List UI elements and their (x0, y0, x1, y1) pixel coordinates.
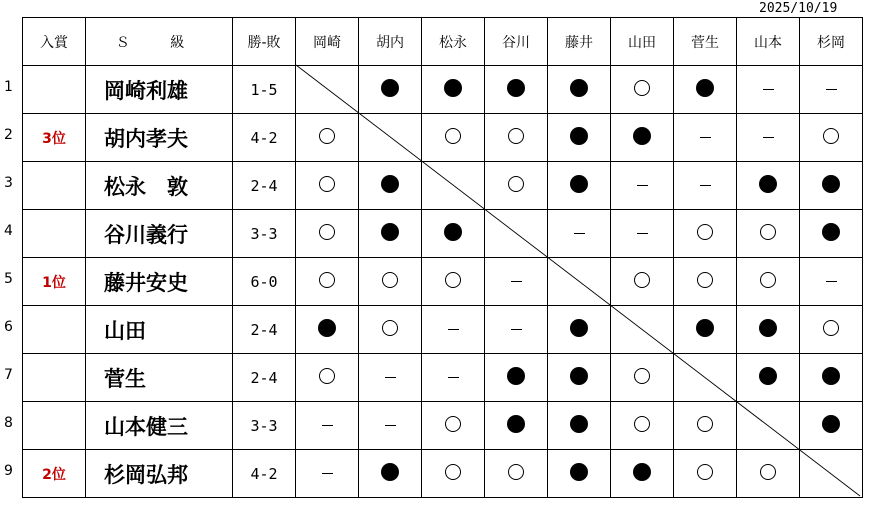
result-cell (548, 306, 611, 354)
result-cell (674, 306, 737, 354)
record-cell: 2-4 (233, 354, 296, 402)
win-circle-icon (445, 464, 461, 480)
loss-dot-icon (570, 367, 588, 385)
header-opponent: 松永 (422, 18, 485, 66)
result-cell (737, 258, 800, 306)
row-number: 4 (4, 223, 13, 239)
player-name: 杉岡弘邦 (86, 450, 233, 498)
row-number: 8 (4, 415, 13, 431)
result-cell (800, 66, 863, 114)
win-circle-icon (445, 416, 461, 432)
win-circle-icon (319, 176, 335, 192)
result-cell (737, 354, 800, 402)
result-cell (422, 354, 485, 402)
loss-dot-icon (759, 319, 777, 337)
rank-cell (23, 306, 86, 354)
result-cell (422, 114, 485, 162)
result-cell (611, 66, 674, 114)
result-cell (548, 66, 611, 114)
result-cell (611, 210, 674, 258)
no-match-dash-icon (637, 233, 648, 234)
player-name: 谷川義行 (86, 210, 233, 258)
win-circle-icon (760, 272, 776, 288)
header-opponent: 藤井 (548, 18, 611, 66)
no-match-dash-icon (637, 185, 648, 186)
no-match-dash-icon (385, 377, 396, 378)
loss-dot-icon (822, 175, 840, 193)
player-name: 菅生 (86, 354, 233, 402)
win-circle-icon (445, 128, 461, 144)
result-cell (422, 402, 485, 450)
no-match-dash-icon (574, 233, 585, 234)
result-cell (800, 306, 863, 354)
loss-dot-icon (822, 415, 840, 433)
result-cell (674, 450, 737, 498)
rank-cell: 2位 (23, 450, 86, 498)
result-cell (611, 354, 674, 402)
result-cell (611, 402, 674, 450)
result-cell (485, 162, 548, 210)
loss-dot-icon (381, 175, 399, 193)
result-cell (422, 210, 485, 258)
result-cell (737, 450, 800, 498)
result-cell (674, 66, 737, 114)
no-match-dash-icon (511, 329, 522, 330)
player-name: 藤井安史 (86, 258, 233, 306)
rank-cell (23, 66, 86, 114)
header-opponent: 岡崎 (296, 18, 359, 66)
no-match-dash-icon (322, 425, 333, 426)
table-row (23, 450, 863, 498)
result-cell (611, 162, 674, 210)
win-circle-icon (382, 272, 398, 288)
result-cell (422, 258, 485, 306)
result-cell (296, 450, 359, 498)
record-cell: 4-2 (233, 114, 296, 162)
header-opponent: 胡内 (359, 18, 422, 66)
result-cell (548, 210, 611, 258)
table-row (23, 258, 863, 306)
result-cell (800, 114, 863, 162)
loss-dot-icon (570, 463, 588, 481)
table-row (23, 66, 863, 114)
no-match-dash-icon (826, 89, 837, 90)
record-cell: 3-3 (233, 210, 296, 258)
player-name: 山本健三 (86, 402, 233, 450)
result-cell (359, 306, 422, 354)
result-cell (737, 114, 800, 162)
win-circle-icon (823, 320, 839, 336)
rank-cell (23, 162, 86, 210)
self-cell (800, 450, 863, 498)
record-cell: 3-3 (233, 402, 296, 450)
row-number: 1 (4, 79, 13, 95)
header-opponent: 山本 (737, 18, 800, 66)
rank-cell: 1位 (23, 258, 86, 306)
result-cell (737, 210, 800, 258)
result-cell (485, 66, 548, 114)
result-cell (485, 114, 548, 162)
header-rank: 入賞 (23, 18, 86, 66)
rank-cell (23, 210, 86, 258)
win-circle-icon (634, 416, 650, 432)
row-number: 3 (4, 175, 13, 191)
row-number-column (0, 0, 20, 513)
self-cell (737, 402, 800, 450)
player-name: 松永 敦 (86, 162, 233, 210)
result-cell (296, 162, 359, 210)
table-row (23, 402, 863, 450)
no-match-dash-icon (700, 185, 711, 186)
win-circle-icon (319, 272, 335, 288)
result-cell (485, 402, 548, 450)
header-opponent: 菅生 (674, 18, 737, 66)
self-cell (359, 114, 422, 162)
result-cell (359, 402, 422, 450)
win-circle-icon (319, 368, 335, 384)
result-cell (485, 306, 548, 354)
loss-dot-icon (570, 319, 588, 337)
table-body (23, 66, 863, 498)
result-cell (422, 306, 485, 354)
result-cell (359, 450, 422, 498)
loss-dot-icon (318, 319, 336, 337)
player-name: 胡内孝夫 (86, 114, 233, 162)
result-cell (737, 162, 800, 210)
player-name: 岡崎利雄 (86, 66, 233, 114)
result-cell (296, 402, 359, 450)
page-title: Ｓ 級 (86, 18, 233, 66)
loss-dot-icon (696, 319, 714, 337)
record-cell: 2-4 (233, 162, 296, 210)
loss-dot-icon (381, 79, 399, 97)
win-circle-icon (697, 416, 713, 432)
table-row (23, 114, 863, 162)
result-cell (737, 66, 800, 114)
loss-dot-icon (507, 367, 525, 385)
no-match-dash-icon (763, 137, 774, 138)
league-table (22, 17, 863, 498)
result-cell (611, 450, 674, 498)
win-circle-icon (760, 464, 776, 480)
win-circle-icon (634, 368, 650, 384)
win-circle-icon (382, 320, 398, 336)
win-circle-icon (634, 272, 650, 288)
win-circle-icon (697, 464, 713, 480)
result-cell (737, 306, 800, 354)
result-cell (800, 402, 863, 450)
loss-dot-icon (633, 463, 651, 481)
win-circle-icon (508, 464, 524, 480)
self-cell (422, 162, 485, 210)
result-cell (800, 354, 863, 402)
header-opponent: 山田 (611, 18, 674, 66)
win-circle-icon (760, 224, 776, 240)
no-match-dash-icon (826, 281, 837, 282)
result-cell (548, 450, 611, 498)
no-match-dash-icon (763, 89, 774, 90)
result-cell (296, 306, 359, 354)
result-cell (359, 66, 422, 114)
no-match-dash-icon (511, 281, 522, 282)
rank-cell: 3位 (23, 114, 86, 162)
loss-dot-icon (570, 415, 588, 433)
no-match-dash-icon (322, 473, 333, 474)
date-stamp: 2025/10/19 (759, 1, 838, 16)
row-number: 6 (4, 319, 13, 335)
header-record: 勝-敗 (233, 18, 296, 66)
result-cell (359, 354, 422, 402)
rank-cell (23, 402, 86, 450)
player-name: 山田 (86, 306, 233, 354)
loss-dot-icon (444, 79, 462, 97)
result-cell (422, 450, 485, 498)
self-cell (296, 66, 359, 114)
record-cell: 4-2 (233, 450, 296, 498)
no-match-dash-icon (385, 425, 396, 426)
result-cell (548, 114, 611, 162)
loss-dot-icon (507, 415, 525, 433)
result-cell (485, 354, 548, 402)
no-match-dash-icon (448, 377, 459, 378)
loss-dot-icon (381, 223, 399, 241)
loss-dot-icon (822, 223, 840, 241)
result-cell (359, 210, 422, 258)
result-cell (548, 354, 611, 402)
result-cell (359, 258, 422, 306)
result-cell (359, 162, 422, 210)
win-circle-icon (445, 272, 461, 288)
loss-dot-icon (822, 367, 840, 385)
record-cell: 1-5 (233, 66, 296, 114)
win-circle-icon (697, 272, 713, 288)
header-opponent: 杉岡 (800, 18, 863, 66)
result-cell (674, 402, 737, 450)
result-cell (296, 114, 359, 162)
win-circle-icon (319, 128, 335, 144)
loss-dot-icon (696, 79, 714, 97)
result-cell (674, 114, 737, 162)
win-circle-icon (823, 128, 839, 144)
result-cell (548, 162, 611, 210)
record-cell: 6-0 (233, 258, 296, 306)
result-cell (485, 258, 548, 306)
table-row (23, 354, 863, 402)
row-number: 7 (4, 367, 13, 383)
result-cell (800, 210, 863, 258)
result-cell (611, 258, 674, 306)
loss-dot-icon (570, 79, 588, 97)
result-cell (674, 162, 737, 210)
rank-cell (23, 354, 86, 402)
header-row (23, 18, 863, 66)
self-cell (485, 210, 548, 258)
table-row (23, 306, 863, 354)
no-match-dash-icon (448, 329, 459, 330)
table-row (23, 162, 863, 210)
loss-dot-icon (507, 79, 525, 97)
win-circle-icon (634, 80, 650, 96)
win-circle-icon (319, 224, 335, 240)
row-number: 9 (4, 463, 13, 479)
win-circle-icon (697, 224, 713, 240)
loss-dot-icon (633, 127, 651, 145)
self-cell (548, 258, 611, 306)
result-cell (296, 258, 359, 306)
result-cell (674, 210, 737, 258)
loss-dot-icon (444, 223, 462, 241)
loss-dot-icon (759, 175, 777, 193)
result-cell (611, 114, 674, 162)
result-cell (422, 66, 485, 114)
loss-dot-icon (570, 175, 588, 193)
self-cell (674, 354, 737, 402)
result-cell (485, 450, 548, 498)
header-opponent: 谷川 (485, 18, 548, 66)
result-cell (674, 258, 737, 306)
loss-dot-icon (570, 127, 588, 145)
record-cell: 2-4 (233, 306, 296, 354)
self-cell (611, 306, 674, 354)
no-match-dash-icon (700, 137, 711, 138)
loss-dot-icon (381, 463, 399, 481)
table-row (23, 210, 863, 258)
win-circle-icon (508, 176, 524, 192)
result-cell (296, 354, 359, 402)
result-cell (800, 258, 863, 306)
row-number: 2 (4, 127, 13, 143)
result-cell (296, 210, 359, 258)
win-circle-icon (508, 128, 524, 144)
result-cell (800, 162, 863, 210)
row-number: 5 (4, 271, 13, 287)
result-cell (548, 402, 611, 450)
loss-dot-icon (759, 367, 777, 385)
